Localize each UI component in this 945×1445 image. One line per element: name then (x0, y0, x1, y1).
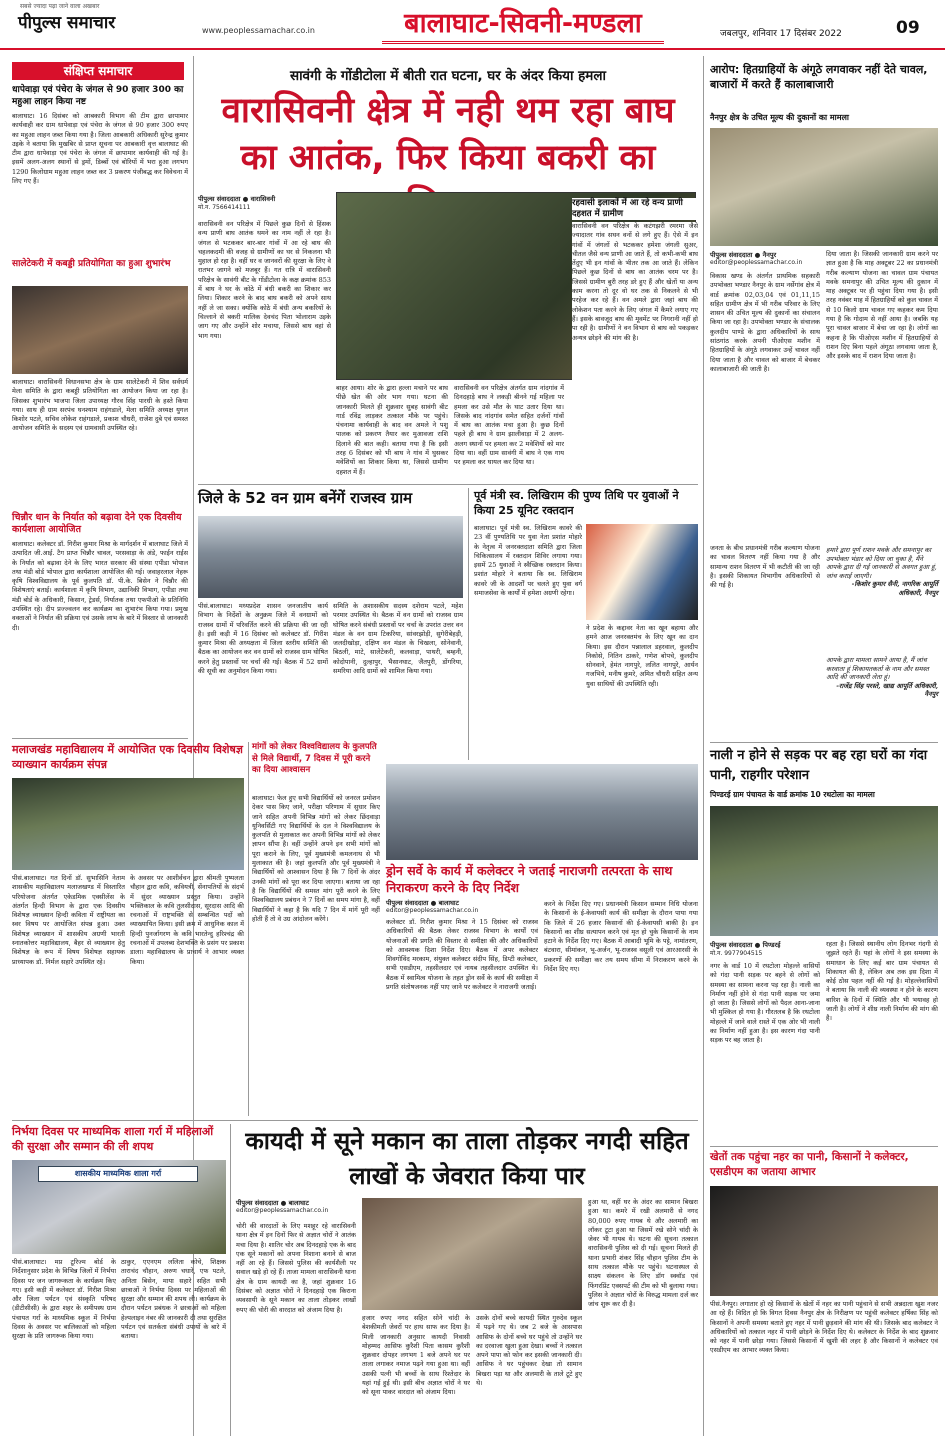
univ-text: बालाघाट। फेल हुए सभी विद्यार्थियों को जनरल प्रमोशन देकर पास किए जाने, परीक्षा परिणाम में सुधार किए जाने सहित अपनी विभिन्न मांगों को लेकर छिंदवाड़ा यूनिवर्सिटी गए विद्यार्थियों के दल ने विश्वविद्यालय के कुलपति से मुलाकात कर अपनी विभिन्न मांगों को लेकर ज्ञापन सौंपा है। वहीं उन्होंने अपने इन सभी मांगों को पूरा कराने के लिए, पूर्व मुख्यमंत्री कमलनाथ से भी मुलाकात की है। जहां कुलपति और पूर्व मुख्यमंत्री ने विद्यार्थियों को आश्वासन दिया है कि 7 दिनों के अंदर उनकी मांगों को पूरा कर दिया जाएगा। बताया जा रहा है कि विद्यार्थियों की समस्त मांग पूरी करने के लिए विश्वविद्यालय प्रबंधन ने 7 दिनों का समय मांगा है, वहीं विद्यार्थियों ने कहा है कि यदि 7 दिन में मांगें पूरी नहीं होती हैं तो वे उग्र आंदोलन करेंगे। (252, 794, 380, 923)
tiger-side-text: वारासिवनी वन परिक्षेत्र के कटंगझरी रमरमा जैसे ज्यादातर गांव सघन वनों से लगे हुए हैं। ऐसे में इन गांवों में जंगलों से भटककर हमेशा जंगली सुअर, चीतल जैसे वन्य प्राणी आ जाते हैं, तो कभी-कभी बाघ तेंदुए भी इन गांवों के भीतर तक आ जाते हैं। लेकिन पिछले कुछ दिनों से बाघ का आतंक चरम पर है। जिससे ग्रामीण बुरी तरह डरे हुए हैं और खेतों या अन्य काम करना तो दूर वो घर तक से निकलने से भी परहेज कर रहे हैं। वन अमले द्वारा जहां बाघ की लोकेशन पता करने के लिए जंगल में कैमरे लगाए गए हैं। इसके बावजूद बाघ की मूवमेंट पर निगरानी नहीं हो पा रही है। ग्रामीणों ने वन विभाग से बाघ को पकड़कर अन्यत्र छोड़ने की मांग की है। (572, 222, 698, 480)
drone-col-a: कलेक्टर डॉ. गिरीश कुमार मिश्रा ने 15 दिसंबर को राजस्व अधिकारियों की बैठक लेकर राजस्व विभाग के कार्यों एवं योजनाओं की प्रगति की विस्तार से समीक्षा की और अधिकारियों को आवश्यक दिशा निर्देश दिए। बैठक में अपर कलेक्टर शिवगोविंद मरकाम, संयुक्त कलेक्टर संदीप सिंह, डिप्टी कलेक्टर, सभी एसडीएम, तहसीलदार एवं नायब तहसीलदार उपस्थित थे। बैठक में स्वामित्व योजना के तहत ड्रोन सर्वे के कार्य की समीक्षा में प्रगति संतोषजनक नहीं पाए जाने पर कलेक्टर ने नाराजगी जताई। (386, 918, 538, 992)
column-rule (468, 488, 469, 760)
drain-byline (710, 940, 820, 957)
tiger-col-a: वारासिवनी वन परिक्षेत्र में पिछले कुछ दिनों से हिंसक वन्य प्राणी बाघ आतंक थमने का नाम नहीं ले रहा है। जंगल से भटककर बार-बार गांवों में आ रहे बाघ की चहलकदमी की वजह से ग्रामीणों का घर से निकलना भी मुहाल हो रहा है। वहीं घर व जानवरों की सुरक्षा के लिए वे रातभर जागने को मजबूर हैं। गत रात्रि में वारासिवनी परिक्षेत्र के सावंगी बीट के गोंडीटोला के कक्ष क्रमांक 853 में बाघ ने घर के कोठे में बंधी बकरी का शिकार कर लिया। शिकार करने के बाद बाघ बकरी को अपने साथ नहीं ले जा सका। क्योंकि कोठे में बंधी अन्य बकरियों के चिल्लाने से बकरी मालिक देवचंद पिता भोलाराम उइके जाग गए और उन्होंने शोर मचाया, जिससे बाघ वहां से भाग गया। (198, 220, 331, 340)
kabaddi-photo (12, 286, 188, 374)
lecture-col-a: पीसं.बालाघाट। गत दिनों डॉ. सुभासिनि नेताम शासकीय महाविद्यालय मलाजखण्ड में विस्तारित परियोजना अंतर्गत एकेडमिक एक्सीलेंस के अंतर्गत हिन्दी विभाग के द्वारा एक दिवसीय विशेषज्ञ व्याख्यान हिन्दी कविता में राष्ट्रीयता का स्वर विषय पर आयोजित संपन्न हुआ। उक्त विशेषज्ञ व्याख्यान में शासकीय अग्रणी भारती स्नातकोत्तर महाविद्यालय, बैहर से व्याख्यान हेतु विशेषज्ञ के रूप में विषय विशेषज्ञ सहायक प्राध्यापक डॉ. निर्मल सहारे उपस्थित रहे। (12, 874, 125, 966)
burglary-byline-text: पीपुल्स संवाददाता ● बालाघाट (236, 1199, 309, 1207)
divider (198, 484, 698, 485)
blood-headline: पूर्व मंत्री स्व. लिखिराम की पुण्य तिथि पर युवाओं ने किया 25 यूनिट रक्तदान (474, 489, 679, 517)
divider (12, 1120, 698, 1121)
region-title: बालाघाट-सिवनी-मण्डला (382, 4, 664, 44)
tiger-headline: वारासिवनी क्षेत्र में नही थम रहा बाघ का आतंक, फिर किया बकरी का (221, 91, 675, 178)
divider (710, 742, 938, 743)
divider (12, 738, 188, 739)
section-brief-news: संक्षिप्त समाचार (12, 62, 184, 80)
tiger-mobile: मो.न. 7566414111 (198, 204, 251, 211)
nirbhaya-col-a: पीसं.बालाघाट। मप्र टूरिज्म बोर्ड के निर्देशानुसार प्रदेश के विभिन्न जिलों में निर्भया दिवस पर जन जागरूकता के कार्यक्रम किए गए। इसी कड़ी में कलेक्टर डॉ. गिरीश मिश्रा और जिला पर्यटन एवं संस्कृति परिषद (डीटीसीसी) के द्वारा शहर के समीपस्थ ग्राम पंचायत गर्रा के माध्यमिक स्कूल में निर्भया दिवस के अवसर पर बालिकाओं को महिला सुरक्षा के प्रति जागरूक किया गया। (12, 1258, 116, 1341)
drone-col-b: करने के निर्देश दिए गए। प्रधानमंत्री किसान सम्मान निधि योजना के किसानों के ई-केवायसी कार्य की समीक्षा के दौरान पाया गया कि जिले में 26 हजार किसानों की ई-केवायसी बाकी है। इन किसानों का शीघ्र सत्यापन करने एवं मृत हो चुके किसानों के नाम हटाने के निर्देश दिए गए। बैठक में आबादी भूमि के पट्टे, नामांतरण, बंटवारा, सीमांकन, भू-अर्जन, भू-राजस्व वसूली एवं आरआरसी के प्रकरणों की समीक्षा कर तय समय सीमा में निराकरण करने के निर्देश दिए गए। (544, 900, 698, 974)
column-rule (703, 56, 704, 1436)
drain-col-b: रहता है। जिससे स्थानीय लोग दिनभर गंदगी से जूझते रहते हैं। यहां के लोगों ने इस समस्या के समाधान के लिए कई बार ग्राम पंचायत से शिकायत की है, लेकिन अब तक इस दिशा में कोई ठोस पहल नहीं की गई है। मोहल्लेवासियों ने बताया कि नाली की व्यवस्था न होने के कारण बारिश के दिनों में स्थिति और भी भयावह हो जाती है। लोगों ने शीघ्र नाली निर्माण की मांग की है। (826, 940, 938, 1023)
canal-headline: खेतों तक पहुंचा नहर का पानी, किसानों ने कलेक्टर, एसडीएम का जताया आभार (710, 1151, 909, 1178)
quote1-text: हमारे द्वारा पूर्ण राशन मवके और समनापुर का उपभोक्ता भंडार को दिया जा चुका है, मैंने आपके द्वारा दी गई जानकारी से अवगत हुआ हूं, जांच कराई जाएगी। (826, 546, 937, 580)
drain-photo (710, 806, 938, 936)
burglary-byline (236, 1198, 376, 1214)
brand-name: पीपुल्स समाचार (18, 13, 116, 33)
burglary-col-c: उसके दोनों बच्चे कायदी स्थित गुरुदेव स्कूल में पढ़ने गए थे। जब 2 बजे के आसपास आसिफ के दोनों बच्चे घर पहुंचे तो उन्होंने घर का दरवाजा खुला हुआ देखा। बच्चों ने तत्काल अपने पापा को फोन कर इसकी जानकारी दी। आसिफ ने घर पहुंचकर देखा तो सामान बिखरा पड़ा था और अलमारी के ताले टूटे हुए थे। (476, 1314, 582, 1388)
ration-col-b: दिया जाता है। जिसकी जानकारी ग्राम करने पर ज्ञात हुआ है कि माह अक्टूबर 22 का प्रधानमंत्री गरीब कल्याण योजना का चावल ग्राम पंचायत मवके समनापुर की उचित मूल्य की दुकान में माह अक्टूबर पर ही पहुंचा दिया गया है। इसी तरह नवंबर माह में हितग्राहियों को कुल चावल में से 10 किलो ग्राम चावल गए कहकर कम दिया गया है कि गोदाम से नहीं आया है। जबकि यह पूरा चावल बाजार में बेचा जा रहा है। लोगों का कहना है कि पीओएस मशीन में हितग्राहियों से राशन दिए बिना पहले अंगूठा लगवाया जाता है, और इसके बाद में राशन दिया जाता है। (826, 250, 938, 361)
ration-byline (710, 250, 820, 266)
nirbhaya-headline: निर्भया दिवस पर माध्यमिक शाला गर्रा में महिलाओं की सुरक्षा और सम्मान की ली शपथ (12, 1125, 214, 1153)
brief1-text: बालाघाट। 16 दिसंबर को आबकारी विभाग की टीम द्वारा छापामार कार्यवाही कर ग्राम धापेवाड़ा एवं पंचेरा के जंगल से 90 हजार 300 रुपए का महुआ लाहन जब्त किया गया है। जिला आबकारी अधिकारी सुरेन्द्र कुमार उइके ने बताया कि मुखबिर से प्राप्त सूचना पर आबकारी वृत्त बालाघाट की टीम द्वारा धापेवाड़ा एवं पंचेरा के जंगल में छापामार कार्यवाही की गई है। इसमें अलग-अलग स्थानों से ड्रमों, डिब्बों एवं बोरियों में भरा हुआ लगभग 1290 किलोग्राम महुआ लाहन जब्त कर 3 प्रकरण पंजीबद्ध कर विवेचना में लिए गए हैं। (12, 112, 188, 186)
drain-headline: नाली न होने से सड़क पर बह रहा घरों का गंदा पानी, राहगीर परेशान (710, 748, 928, 783)
blood-col-b: ने प्रदेश के कद्दावर नेता का खून बहाया और हमने आज जनरक्तमंच के लिए खून का दान किया। इस दौरान पन्नालाल डहरवाल, कुलदीप निकोसे, नितिन ठाकरे, गणेश बोपचे, कुलदीप सोनवाने, हेमंत नागपुरे, ललित नागपुरे, आर्यन गजभिये, मनीष कुमरे, अमित चौधरी सहित अन्य युवा साथियों की उपस्थिति रही। (586, 624, 698, 688)
quote-supply-officer-2 (826, 656, 938, 699)
ration-email: editor@peoplessamachar.co.in (710, 259, 803, 266)
drain-byline-text: पीपुल्स संवाददाता ● पिण्डरई (710, 941, 781, 949)
column-rule (248, 742, 249, 1116)
burglary-headline: कायदी में सूने मकान का ताला तोड़कर नगदी सहित लाखों के जेवरात किया पार (245, 1127, 689, 1190)
village-meeting-photo (198, 516, 463, 598)
ration-shop-photo (710, 128, 938, 246)
canal-text: पीसं.नैनपुर। लगातार हो रहे किसानों के खेतों में नहर का पानी पहुंचाने से सभी अन्नदाता खुश नजर आ रहे हैं। विदित हो कि विगत दिवस नैनपुर क्षेत्र के निरीक्षण पर पहुंची कलेक्टर हर्षिका सिंह को किसानों ने अपनी समस्या बताते हुए नहर में पानी छुड़वाने की मांग की थी। जिसके बाद कलेक्टर ने अधिकारियों को तत्काल नहर में पानी छोड़ने के निर्देश दिए थे। कलेक्टर के निर्देश के बाद शुक्रवार को नहर में पानी छोड़ा गया। जिससे किसानों में खुशी की लहर है और किसानों ने कलेक्टर एवं एसडीएम का आभार व्यक्त किया। (710, 1300, 938, 1355)
lecture-col-b: के अवसर पर आशीर्वचन द्वारा श्रीमती पुष्पलता चौहान द्वारा कवि, कवियत्री, सेंनापतियों के संदर्भ में सुंदर व्याख्यान प्रस्तुत किया। उन्होंने भक्तिकाल के कवि तुलसीदास, सूरदास आदि की रचनाओं में राष्ट्रभक्ति से सम्बन्धित पदों को व्याख्यायित किया। इसी क्रम में आधुनिक काल में हिन्दी पुनर्जागरण के कवि भारतेन्दु हरिश्चंद्र की रचनाओं में उपलब्ध देशभक्ति के प्रसंग पर प्रकाश डाला। महाविद्यालय के प्राचार्य ने आभार व्यक्त किया। (130, 874, 244, 966)
brief1-headline: धापेवाड़ा एवं पंचेरा के जंगल से 90 हजार 300 का महुआ लाहन किया नष्ट (12, 85, 184, 107)
drone-headline: ड्रोन सर्वे के कार्य में कलेक्टर ने जताई नाराजगी तत्परता के साथ निराकरण करने के दिए निर्देश (386, 863, 673, 895)
page-number: 09 (896, 18, 920, 38)
brand-logo (18, 3, 116, 33)
masthead (0, 0, 945, 50)
brief3-headline: चिन्नौर धान के निर्यात को बढ़ावा देने एक दिवसीय कार्यशाला आयोजित (12, 512, 182, 535)
brief2-text: बालाघाट। वारासिवनी विधानसभा क्षेत्र के ग्राम सालेटेकरी में शिव सर्वधर्म मेला समिति के द्वारा कबड्डी प्रतियोगिता का आयोजन किया जा रहा है। जिसका शुभारंभ भाजपा जिला उपाध्यक्ष गौरव सिंह पारधी के हस्ते किया गया। साथ ही ग्राम सरपंच घनश्याम राहंगडाले, मेला समिति अध्यक्ष युगल किशोर पटले, सचिव लोकेश राहंगडाले, प्रकाश चौधरी, राजेश दुबे एवं समस्त आयोजन समिति के सदस्य एवं ग्रामवासी उपस्थित रहे। (12, 378, 188, 433)
tiger-side-headline: रहवासी इलाकों में आ रहे वन्य प्राणी दहशत में ग्रामीण (572, 198, 698, 220)
quote-supply-officer-1 (826, 546, 938, 598)
dateline: जबलपुर, शनिवार 17 दिसंबर 2022 (720, 29, 842, 39)
ration-headline: आरोप: हितग्राहियों के अंगूठे लगवाकर नहीं देते चावल, बाजारों में करते हैं कालाबाजारी (710, 63, 928, 91)
drone-byline (386, 898, 536, 914)
drain-subhead: पिण्डरई ग्राम पंचायत के वार्ड क्रमांक 10 रथटोला का मामला (710, 790, 875, 799)
drain-mobile: मो.न. 9977904515 (710, 950, 763, 957)
tiger-col-c: वारासिवनी वन परिक्षेत्र अंतर्गत ग्राम नांदगांव में दिनदहाड़े बाघ ने लकड़ी बीनने गई महिला पर हमला कर उसे मौत के घाट उतार दिया था। जिसके बाद नांदगांव समेत सहित दर्जनों गांवों में बाघ का आतंक मचा हुआ है। कुछ दिनों पहले ही बाघ ने ग्राम झालीवाड़ा में 2 अलग-अलग स्थानों पर हमला कर 2 मवेशियों को मार दिया था। वहीं ग्राम सावंगी में बाघ ने एक गाय पर हमला कर घायल कर दिया था। (454, 384, 564, 467)
burglary-photo (362, 1198, 582, 1310)
drain-col-a: नगर के वार्ड 10 में रथटोला मोहल्ले वासियों को गंदा पानी सड़क पर बहने से लोगों को समस्या का सामना करना पड़ रहा है। नाली का निर्माण नहीं होने से गंदा पानी सड़क पर जमा हो जाता है। जिससे लोगों को पैदल आना-जाना भी मुश्किल हो गया है। गौरतलब है कि रथटोला मोहल्ले में जाने वाले रास्ते में एक ओर भी नाली का निर्माण नहीं हुआ है। इस कारण गंदा पानी सड़क पर बह जाता है। (710, 962, 820, 1045)
quote2-text: आपके द्वारा मामला सामने आया है, मैं जांच करवाता हूं शिकायतकर्ता के नाम और समस्त आदि की जानकारी लेता हूं। (826, 656, 929, 682)
brief3-text: बालाघाट। कलेक्टर डॉ. गिरीश कुमार मिश्रा के मार्गदर्शन में बालाघाट जिले में उत्पादित जी.आई. टैग प्राप्त चिन्नौर चावल, परसवाड़ा के अंडे, फाईन राईस के निर्यात को बढ़ावा देने के लिए भारत सरकार की संस्था एपीडा भोपाल तथा मंडी बोर्ड भोपाल द्वारा कार्यशाला आयोजित की गई। जवाहरलाल नेहरू कृषि विश्वविद्यालय के पूर्व कुलपति डॉ. पी.के. बिसेन ने चिन्नौर की विशेषताएं बताई। कार्यशाला में कृषि विभाग, उद्यानिकी विभाग, एपीडा तथा मंडी बोर्ड के अधिकारी, किसान, ट्रेडर्स, निर्यातक तथा एफपीओ के प्रतिनिधि उपस्थित रहे। दीप प्रज्ज्वलन कर कार्यक्रम का शुभारंभ किया गया। प्रमुख वक्ताओं ने निर्यात की प्रक्रिया एवं उसके लाभ के बारे में विस्तार से जानकारी दी। (12, 540, 188, 632)
drone-byline-text: पीपुल्स संवाददाता ● बालाघाट (386, 899, 459, 907)
ration-col-c: जनता के बीच प्रधानमंत्री गरीब कल्याण योजना का चावल वितरण नहीं किया गया है और सामान्य राशन वितरण में भी कटौती की जा रही है। इसकी शिकायत विभागीय अधिकारियों से की गई है। (710, 544, 820, 590)
canal-photo (710, 1186, 938, 1296)
brief2-headline: सालेटेकरी में कबड्डी प्रतियोगिता का हुआ शुभारंभ (12, 259, 171, 269)
brand-tagline: सबसे ज्यादा पढ़ा जाने वाला अखबार (20, 3, 100, 10)
lecture-headline: मलाजखंड महाविद्यालय में आयोजित एक दिवसीय विशेषज्ञ व्याख्यान कार्यक्रम संपन्न (12, 743, 243, 771)
tiger-col-b: बाहर आया। शोर के द्वारा हल्ला मचाने पर बाघ पीछे खेत की ओर भाग गया। घटना की जानकारी मिलते ही शुक्रवार सुबह सावंगी बीट गार्ड रविंद्र लाड़कर तत्काल मौके पर पहुंचे। पंचनामा कार्यवाही के बाद वन अमले ने पशु पालक को प्रकरण तैयार कर मुआवजा राशि दिलाने की बात कही। बताया गया है कि इसी तरह 6 दिसंबर को भी बाघ ने गांव में घुसकर मवेशियों का शिकार किया था, जिससे ग्रामीण दहशत में हैं। (336, 384, 448, 476)
burglary-col-a: चोरी की वारदातों के लिए मशहूर रहे वारासिवनी थाना क्षेत्र में इन दिनों फिर से अज्ञात चोरों ने आतंक मचा दिया है। शातिर चोर अब दिनदहाड़े एक के बाद एक सूने मकानों को अपना निशाना बनाने से बाज नहीं आ रहे हैं। जिससे पुलिस की कार्यशैली पर सवाल खड़े हो रहे हैं। ताजा मामला वारासिवनी थाना क्षेत्र के ग्राम कायदी का है, जहां शुक्रवार 16 दिसंबर को अज्ञात चोरों ने दिनदहाड़े एक किराना व्यवसायी के सूने मकान का ताला तोड़कर लाखों रुपए की चोरी की वारदात को अंजाम दिया है। (236, 1222, 356, 1314)
divider (710, 1146, 938, 1147)
burglary-col-d: हुआ था, वहीं घर के अंदर का सामान बिखरा हुआ था। कमरे में रखी अलमारी से नगद 80,000 रुपए गायब थे और अलमारी का लॉकर टूटा हुआ था जिसमें रखे सोने चांदी के जेवर भी गायब थे। घटना की सूचना तत्काल वारासिवनी पुलिस को दी गई। सूचना मिलते ही थाना प्रभारी शंकर सिंह चौहान पुलिस टीम के साथ तत्काल मौके पर पहुंचे। घटनास्थल से साक्ष्य संकलन के लिए डॉग स्क्वॉड एवं फिंगरप्रिंट एक्सपर्ट की टीम को भी बुलाया गया। पुलिस ने अज्ञात चोरों के विरुद्ध मामला दर्ज कर जांच शुरू कर दी है। (588, 1198, 698, 1309)
lecture-photo (12, 778, 244, 870)
nirbhaya-col-b: ठाकुर, एएनएम ललिता कोचे, शिक्षक ताराचंद चौहान, अरुण चधारे, एफ पटले, अनिता बिसेन, माया सहारे सहित सभी छात्राओं ने निर्भया दिवस पर महिलाओं की सुरक्षा और सम्मान की शपथ ली। कार्यक्रम के दौरान पर्यटन प्रबंधक ने छात्राओं को महिला हेल्पलाइन नंबर की जानकारी दी तथा सुरक्षित पर्यटन एवं सतर्कता संबंधी उपायों के बारे में बताया। (121, 1258, 226, 1341)
blood-col-a: बालाघाट। पूर्व मंत्री स्व. लिखिराम कावरे की 23 वीं पुण्यतिथि पर युवा नेता प्रशांत मोहारे के नेतृत्व में जनरक्तदाता समिति द्वारा जिला चिकित्सालय में रक्तदान शिविर लगाया गया। इसमें 25 युवाओं ने स्वैच्छिक रक्तदान किया। प्रशांत मोहारे ने बताया कि स्व. लिखिराम कावरे जी के आदर्शों पर चलते हुए युवा वर्ग समाजसेवा के कार्यों में हमेशा अग्रणी रहेगा। (474, 524, 582, 598)
drone-email: editor@peoplessamachar.co.in (386, 907, 479, 914)
ration-byline-text: पीपुल्स संवाददाता ● नैनपुर (710, 251, 777, 259)
quote1-by: -किशोर कुमार सैनी, नागरिक आपूर्ति अधिकारी, नैनपुर (851, 580, 938, 597)
tiger-kicker: सावंगी के गोंडीटोला में बीती रात घटना, घर के अंदर किया हमला (289, 68, 607, 84)
blood-donation-photo (586, 524, 698, 620)
quote2-by: -राजेंद्र सिंह परस्ते, खाद्य आपूर्ति अधिकारी, नैनपुर (836, 681, 938, 699)
ration-subhead: नैनपुर क्षेत्र के उचित मूल्य की दुकानों का मामला (710, 113, 849, 122)
website-url: www.peoplessamachar.co.in (202, 26, 315, 35)
drone-meeting-photo (386, 764, 698, 860)
burglary-col-b: हजार रुपए नगद सहित सोने चांदी के बेशकीमती जेवरों पर हाथ साफ कर दिया है। मिली जानकारी अनुसार कायदी निवासी मोहम्मद आसिफ कुरैशी पिता कासम कुरैशी शुक्रवार दोपहर लगभग 1 बजे अपने घर पर ताला लगाकर नमाज पढ़ने गया हुआ था। वहीं उसकी पत्नी भी बच्चों के साथ रिश्तेदार के यहां गई हुई थी। इसी बीच अज्ञात चोरों ने घर को सूना पाकर वारदात को अंजाम दिया। (362, 1314, 470, 1397)
village-headline: जिले के 52 वन ग्राम बनेंगें राजस्व ग्राम (198, 489, 413, 507)
nirbhaya-photo (12, 1160, 226, 1254)
village-col-b: समिति के अशासकीय सदस्य दशेराम पटले, महेश परमार उपस्थित थे। बैठक में वन ग्रामों को राजस्व ग्राम घोषित करने संबंधी प्रस्तावों पर चर्चा के उपरांत उत्तर वन मंडल के वन ग्राम टिकरिया, सांवरझोड़ी, सुगेरीबेहड़ी, जलदीखोड़ा, दक्षिण वन मंडल के चिखला, सोनेवानी, बिठली, माटे, सालेटेकरी, कलवाड़ा, पाथरी, बम्हनी, कोदोपानी, दुल्हापुर, भैसानघाट, जैतपुरी, डोंगरिया, समरिया आदि ग्रामों को शामिल किया गया। (333, 602, 463, 676)
tiger-byline-text: पीपुल्स संवाददाता ● वारासिवनी (198, 195, 276, 203)
univ-headline: मांगों को लेकर विश्वविद्यालय के कुलपति से मिले विद्यार्थी, 7 दिवस में पूरी करने का दिया आश्वासन (252, 742, 377, 775)
burglary-email: editor@peoplessamachar.co.in (236, 1207, 329, 1214)
ration-col-a: विकास खण्ड के अंतर्गत प्राथमिक सहकारी उपभोक्ता भण्डार नैनपुर के ग्राम नर्सेगांव क्षेत्र में वार्ड क्रमांक 02,03,04 एवं 01,11,15 सहित ग्रामीण क्षेत्र में भी गरीब परिवार के लिए शासन की उचित मूल्य की दुकानों का संचालन किया जा रहा है। उपभोक्ता भण्डार के संचालक कुलदीप पाण्डे के द्वारा अधिकारियों के साथ सांठगांठ करके अपनी पीओएस मशीन में हितग्राहियों के अंगूठे लगवाकर उन्हें चावल नहीं दिया जाता है और चावल को बाजार में बेचकर कालाबाजारी की जाती है। (710, 272, 820, 373)
column-rule (230, 1124, 231, 1436)
village-col-a: पीसं.बालाघाट। मध्यप्रदेश शासन जनजातीय कार्य विभाग के निर्देशों के अनुक्रम जिले में वनग्रामों को राजस्व ग्रामों में परिवर्तित करने की प्रक्रिया की जा रही है। इसी कड़ी में 16 दिसंबर को कलेक्टर डॉ. गिरीश कुमार मिश्रा की अध्यक्षता में जिला स्तरीय समिति की बैठक का आयोजन कर वन ग्रामों को राजस्व ग्राम घोषित करने हेतु प्रस्तावों पर चर्चा की गई। बैठक में 52 ग्रामों की सूची का अनुमोदन किया गया। (198, 602, 328, 676)
tiger-byline (198, 194, 333, 211)
school-banner: शासकीय माध्यमिक शाला गर्रा (38, 1166, 198, 1182)
